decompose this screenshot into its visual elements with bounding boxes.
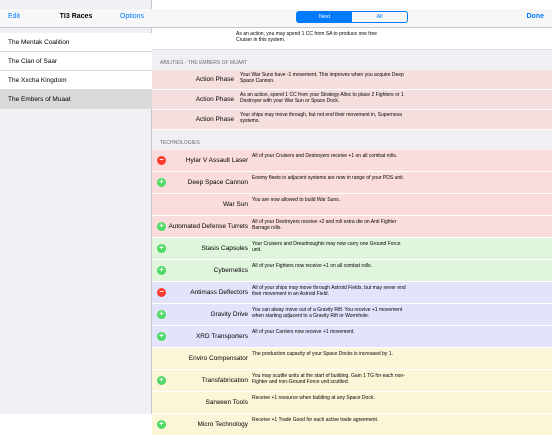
- tech-desc: The production capacity of your Space Docks is increased by 1.: [252, 351, 393, 357]
- tech-desc: You can alway move out of a Gravity Rift. You receive +1 movement when starting adjacent to a Gravity Rift or Wormhole.: [252, 307, 403, 319]
- tech-name: XRD Transporters: [195, 333, 248, 340]
- race-item-saar[interactable]: The Clan of Saar: [0, 52, 152, 71]
- segment-next[interactable]: Next: [297, 12, 352, 22]
- edit-button[interactable]: Edit: [8, 13, 21, 20]
- abilities-header: ABILITIES - THE EMBERS OF MUAAT: [152, 50, 552, 70]
- add-circle-icon[interactable]: +: [157, 244, 166, 253]
- tech-row: [152, 216, 552, 238]
- ability-name: Action Phase: [195, 76, 234, 83]
- tech-desc: You are now allowed to build War Suns.: [252, 197, 341, 203]
- sidebar: [0, 0, 152, 414]
- add-circle-icon[interactable]: +: [157, 332, 166, 341]
- ability-name: Action Phase: [195, 116, 234, 123]
- segment-all[interactable]: All: [376, 14, 383, 20]
- race-item-muaat[interactable]: The Embers of Muaat: [0, 90, 152, 109]
- add-circle-icon[interactable]: +: [157, 266, 166, 275]
- options-button[interactable]: Options: [119, 13, 144, 20]
- ability-row: [152, 70, 552, 90]
- sidebar-title: TI3 Races: [59, 13, 93, 20]
- add-circle-icon[interactable]: +: [157, 222, 166, 231]
- add-circle-icon[interactable]: +: [157, 420, 166, 429]
- sidebar-nav-bar: [0, 9, 152, 28]
- remove-circle-icon[interactable]: −: [157, 288, 166, 297]
- add-circle-icon[interactable]: +: [157, 310, 166, 319]
- tech-name: Stasis Capsules: [201, 245, 248, 252]
- tech-desc: Enemy fleets in adjacent systems are now in range of your PDS unit.: [252, 175, 405, 181]
- tech-row: [152, 414, 552, 436]
- flagship-desc: As an action, you may spend 1 CC from SA to produce one free Cruiser in this system.: [236, 31, 377, 43]
- tech-desc: All of your Carriers now receive +1 movement.: [252, 329, 355, 335]
- tech-row: [152, 150, 552, 172]
- tech-name: Hylar V Assault Laser: [185, 157, 248, 164]
- view-segmented-control: [296, 11, 408, 23]
- tech-row: [152, 238, 552, 260]
- remove-circle-icon[interactable]: −: [157, 156, 166, 165]
- tech-desc: All of your Cruisers and Destroyers receive +1 on all combat rolls.: [252, 153, 398, 159]
- tech-row: [152, 304, 552, 326]
- tech-row: [152, 370, 552, 392]
- detail-pane: [152, 0, 552, 428]
- tech-row: [152, 282, 552, 304]
- tech-row: [152, 260, 552, 282]
- ability-row: [152, 90, 552, 110]
- ability-name: Action Phase: [195, 96, 234, 103]
- tech-desc: All of your ships may move through Astroid Fields, but may never end their movement in an Astroid Field.: [252, 285, 406, 297]
- ability-row: [152, 110, 552, 130]
- tech-row: [152, 172, 552, 194]
- race-item-mentak[interactable]: The Mentak Coalition: [0, 33, 152, 52]
- tech-name: Transfabrication: [201, 377, 248, 384]
- add-circle-icon[interactable]: +: [157, 178, 166, 187]
- tech-desc: You may scuttle units at the start of building. Gain 1 TG for each non-Fighter and non-Ground Force unit scuttled.: [252, 373, 405, 385]
- tech-row: [152, 348, 552, 370]
- tech-list: [152, 150, 552, 436]
- tech-desc: All of your Fighters now receive +1 on all combat rolls.: [252, 263, 372, 269]
- tech-name: Enviro Compensator: [188, 355, 248, 362]
- tech-desc: Receive +1 resource when building at any Space Dock.: [252, 395, 375, 401]
- ability-desc: As an action, spend 1 CC from your Strategy Alloc to place 2 Fighters or 1 Destroyer with your War Sun or Space Dock.: [240, 92, 404, 104]
- race-list: [0, 33, 152, 109]
- tech-row: [152, 392, 552, 414]
- ability-desc: Your ships may move through, but not end their movement in, Supernova systems.: [240, 112, 402, 124]
- tech-name: Gravity Drive: [210, 311, 248, 318]
- tech-row: [152, 326, 552, 348]
- tech-name: Antimass Deflectors: [190, 289, 248, 296]
- tech-name: Cybernetics: [213, 267, 248, 274]
- race-item-xxcha[interactable]: The Xxcha Kingdom: [0, 71, 152, 90]
- tech-name: Deep Space Cannon: [187, 179, 248, 186]
- tech-desc: All of your Destroyers receive +2 and roll extra die on Anti Fighter Barrage rolls.: [252, 219, 397, 231]
- tech-name: Micro Technology: [197, 421, 248, 428]
- add-circle-icon[interactable]: +: [157, 376, 166, 385]
- detail-content[interactable]: [152, 28, 552, 428]
- tech-name: War Sun: [222, 201, 248, 208]
- detail-nav-bar: [152, 9, 552, 28]
- technologies-header: TECHNOLOGIES: [152, 130, 552, 150]
- tech-desc: Your Cruisers and Dreadnoughts may now carry one Ground Force unit.: [252, 241, 401, 253]
- tech-row: [152, 194, 552, 216]
- flagship-row: [152, 28, 552, 50]
- tech-name: Automated Defense Turrets: [168, 223, 248, 230]
- done-button[interactable]: Done: [526, 13, 544, 20]
- tech-desc: Receive +1 Trade Good for each active trade agreement.: [252, 417, 379, 423]
- tech-name: Sarween Tools: [205, 399, 248, 406]
- ability-desc: Your War Suns have -1 movement. This improves when you acquire Deep Space Cannon.: [240, 72, 404, 84]
